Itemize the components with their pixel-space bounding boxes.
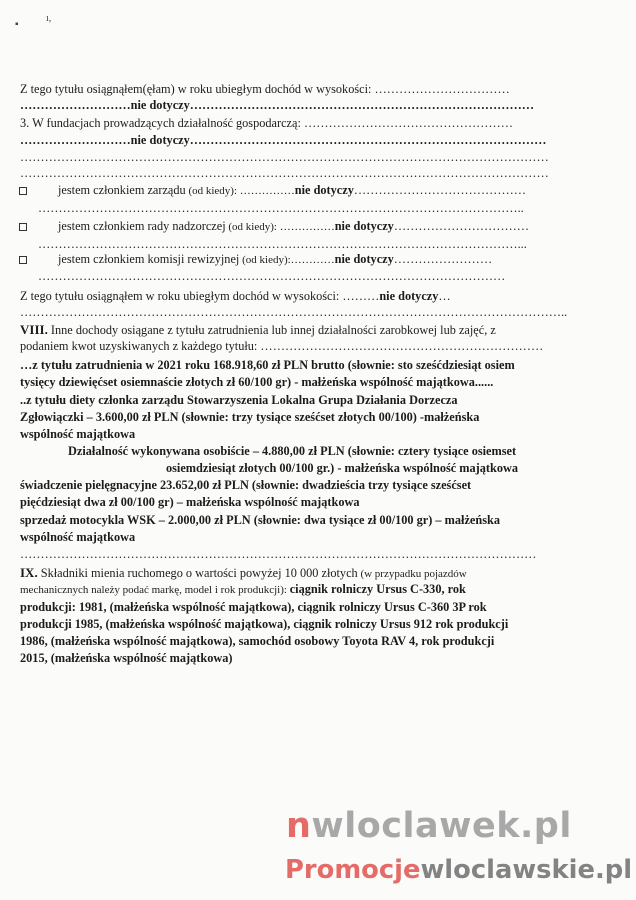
dots: ……………………………………	[353, 183, 527, 197]
scan-mark: ▪	[15, 19, 19, 30]
income-entry: sprzedaż motocykla WSK – 2.000,00 zł PLN (słownie: dwa tysiące zł 00/100 gr) – małżeńska	[20, 513, 500, 527]
board-label: jestem członkiem komisji rewizyjnej	[58, 252, 240, 266]
income-entry: Działalność wykonywana osobiście – 4.880,00 zł PLN (słownie: cztery tysiące osiemset	[68, 444, 517, 458]
checkbox	[19, 187, 27, 195]
not-applicable: nie dotyczy	[294, 183, 354, 197]
section-intro: Składniki mienia ruchomego o wartości powyżej 10 000 złotych	[37, 566, 358, 580]
watermark-text: wloclawek.pl	[311, 806, 572, 846]
checkbox	[19, 256, 27, 264]
section-number: VIII.	[20, 322, 48, 337]
dotted-line: …………………………………………………………………………………………………………………	[20, 166, 549, 180]
board-label: jestem członkiem zarządu	[58, 183, 186, 197]
dotted-line: ………………………………………………………………………………………………………...	[38, 237, 527, 251]
dotted-line: ………………………………………………………………………………………………………..	[38, 201, 524, 215]
dots: ……………………………	[393, 219, 530, 233]
assets-intro: mechanicznych należy podać markę, model i rok produkcji):	[20, 584, 290, 596]
asset-entry: ciągnik rolniczy Ursus C-330, rok	[289, 582, 466, 596]
asset-entry: produkcji: 1981, (małżeńska wspólność majątkowa), ciągnik rolniczy Ursus C-360 3P rok	[20, 600, 487, 614]
board-label: jestem członkiem rady nadzorczej	[58, 219, 226, 233]
income-entry: wspólność majątkowa	[20, 427, 136, 441]
checkbox	[19, 223, 27, 231]
watermark-wloclawek	[286, 806, 572, 846]
not-applicable-line: ………………………nie dotyczy……………………………………………………………………………	[20, 133, 547, 147]
scan-mark: ı,	[46, 13, 52, 24]
income-entry: wspólność majątkowa	[20, 530, 136, 544]
supervisory-board-line	[58, 219, 529, 235]
not-applicable: nie dotyczy	[379, 289, 439, 303]
income-prefix: Z tego tytułu osiągnąłem w roku ubiegłym dochód w wysokości: ………	[20, 289, 380, 303]
section-intro-line: podaniem kwot uzyskiwanych z każdego tytułu: ……………………………………………………………	[20, 339, 544, 353]
section-number: IX.	[20, 565, 38, 580]
not-applicable-line: ………………………nie dotyczy…………………………………………………………………………	[20, 98, 535, 112]
not-applicable: nie dotyczy	[334, 252, 394, 266]
since-label: (od kiedy): ……………	[185, 185, 295, 197]
asset-entry: produkcji 1985, (małżeńska wspólność majątkowa), ciągnik rolniczy Ursus 912 rok produkcji	[20, 617, 509, 631]
income-line: Z tego tytułu osiągnąłem(ęłam) w roku ubiegłym dochód w wysokości: ……………………………	[20, 82, 510, 96]
audit-committee-line	[58, 252, 492, 268]
income-entry: świadczenie pielęgnacyjne 23.652,00 zł PLN (słownie: dwadzieścia trzy tysiące sześćset	[20, 478, 472, 492]
dotted-line: ………………………………………………………………………………………………………………	[20, 547, 537, 561]
not-applicable: nie dotyczy	[334, 219, 394, 233]
income-entry: ..z tytułu diety członka zarządu Stowarzyszenia Lokalna Grupa Działania Dorzecza	[20, 393, 458, 407]
income-line	[20, 289, 451, 304]
since-label: (od kiedy):…………	[239, 254, 335, 266]
income-entry: …z tytułu zatrudnienia w 2021 roku 168.918,60 zł PLN brutto (słownie: sto sześćdziesiąt osiem	[20, 358, 515, 372]
section-ix-heading	[20, 565, 467, 582]
watermark-letter: n	[286, 806, 312, 846]
watermark-text: Promocje	[285, 855, 421, 885]
foundations-line: 3. W fundacjach prowadzących działalność gospodarczą: ……………………………………………	[20, 116, 514, 130]
dotted-line: ……………………………………………………………………………………………………	[38, 269, 506, 283]
dots: ……………………	[393, 252, 493, 266]
section-intro: Inne dochody osiągane z tytułu zatrudnienia lub innej działalności zarobkowej lub zajęć, z	[47, 323, 496, 337]
watermark-promocje	[285, 855, 632, 885]
dotted-line: ……………………………………………………………………………………………………………………..	[20, 305, 568, 319]
income-entry: pięćdziesiąt dwa zł 00/100 gr) – małżeńska wspólność majątkowa	[20, 495, 360, 509]
income-entry: Zgłowiączki – 3.600,00 zł PLN (słownie: trzy tysiące sześćset złotych 00/100) -małżeńska	[20, 410, 480, 424]
asset-entry: 2015, (małżeńska wspólność majątkowa)	[20, 651, 233, 665]
board-member-line	[58, 183, 526, 199]
dots: …	[438, 289, 451, 303]
asset-entry: 1986, (małżeńska wspólność majątkowa), samochód osobowy Toyota RAV 4, rok produkcji	[20, 634, 495, 648]
income-entry: osiemdziesiąt złotych 00/100 gr.) - małżeńska wspólność majątkowa	[166, 461, 519, 475]
income-entry: tysięcy dziewięćset osiemnaście złotych zł 60/100 gr) - małżeńska wspólność majątkowa......	[20, 375, 494, 389]
section-viii-heading	[20, 322, 496, 338]
dotted-line: …………………………………………………………………………………………………………………	[20, 150, 549, 164]
section-intro-note: (w przypadku pojazdów	[357, 568, 467, 580]
watermark-text: wloclawskie.pl	[420, 855, 633, 885]
movable-assets-line	[20, 582, 466, 598]
since-label: (od kiedy): ……………	[225, 221, 335, 233]
